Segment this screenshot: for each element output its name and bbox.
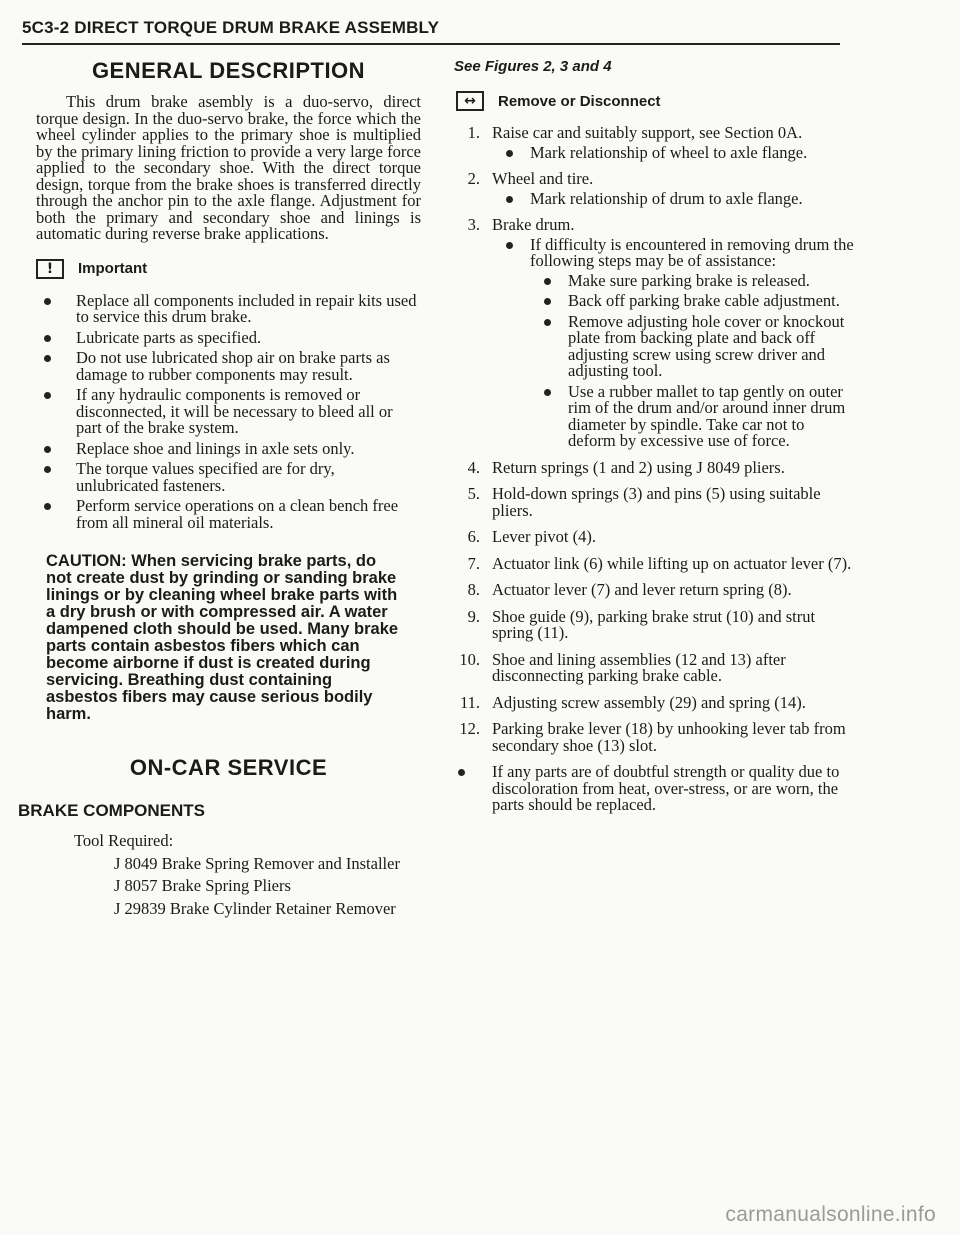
step-item — [454, 529, 854, 546]
step-number: 4. — [467, 457, 480, 477]
step-number: 2. — [467, 169, 480, 188]
step-item — [454, 457, 854, 477]
step-number: 3. — [467, 215, 480, 234]
step-item — [454, 553, 854, 573]
tool-required-label: Tool Required: — [74, 831, 174, 850]
step-item — [454, 582, 854, 599]
step-text: Actuator link (6) while lifting up on actuator lever (7). — [492, 553, 852, 573]
general-description-text: This drum brake asembly is a duo-servo, direct torque design. In the duo-servo brake, the force which the wheel cylinder applies to the primary shoe is multiplied by the primary lining friction to provide a very large force applied to the secondary shoe. With the direct torque design, torque from the brake shoes is transferred directly through the anchor pin to the axle flange. Adjustment for both the primary and secondary shoe and linings is automatic during reverse brake applications. — [36, 92, 421, 243]
step-number: 11. — [459, 692, 480, 712]
removal-steps — [454, 125, 854, 754]
page-header — [22, 18, 840, 38]
step-sub-bullet: Remove adjusting hole cover or knockout plate from backing plate and back off adjusting screw using screw driver and adjusting tool. — [530, 314, 854, 380]
step-text: Wheel and tire. — [492, 169, 594, 188]
step-item — [454, 486, 854, 519]
important-item: Replace all components included in repair kits used to service this drum brake. — [36, 293, 421, 326]
tool-item: J 8049 Brake Spring Remover and Installer — [114, 853, 400, 873]
step-bullet — [492, 234, 854, 450]
step-sub-bullet: Back off parking brake cable adjustment. — [530, 293, 854, 310]
figure-reference: See Figures 2, 3 and 4 — [454, 58, 612, 75]
important-item: Lubricate parts as specified. — [36, 330, 421, 347]
step-bullet: Mark relationship of wheel to axle flange. — [492, 145, 854, 162]
step-item — [454, 171, 854, 207]
step-bullet-text: If difficulty is encountered in removing drum the following steps may be of assistance: — [530, 234, 854, 270]
important-item: Do not use lubricated shop air on brake parts as damage to rubber components may result. — [36, 350, 421, 383]
important-icon: ! — [36, 259, 64, 279]
step-bullet: Mark relationship of drum to axle flange. — [492, 191, 854, 208]
important-item: Replace shoe and linings in axle sets only. — [36, 441, 421, 458]
step-number: 12. — [459, 719, 480, 738]
step-number: 1. — [467, 123, 480, 142]
brake-components-heading: BRAKE COMPONENTS — [18, 801, 206, 820]
step-number: 7. — [467, 553, 480, 573]
step-item — [454, 649, 854, 685]
step-item — [454, 217, 854, 450]
important-heading — [36, 259, 421, 279]
step-text: Lever pivot (4). — [492, 527, 597, 546]
remove-heading — [456, 91, 854, 111]
step-item — [454, 606, 854, 642]
step-number: 8. — [467, 580, 480, 599]
important-list — [36, 290, 421, 532]
step-sub-bullet: Make sure parking brake is released. — [530, 273, 854, 290]
step-text: Return springs (1 and 2) using J 8049 pliers. — [492, 457, 785, 477]
important-item: Perform service operations on a clean bench free from all mineral oil materials. — [36, 498, 421, 531]
step-text: Hold-down springs (3) and pins (5) using suitable pliers. — [492, 484, 821, 520]
tool-item: J 29839 Brake Cylinder Retainer Remover — [114, 898, 396, 918]
left-column — [18, 58, 421, 918]
parts-replacement-note: If any parts are of doubtful strength or quality due to discoloration from heat, over-stress, or are worn, the parts should be replaced. — [454, 764, 854, 814]
page-header-title: 5C3-2 DIRECT TORQUE DRUM BRAKE ASSEMBLY — [22, 18, 440, 37]
step-text: Adjusting screw assembly (29) and spring (14). — [492, 692, 806, 712]
remove-label: Remove or Disconnect — [498, 92, 661, 110]
caution-notice: CAUTION: When servicing brake parts, do not create dust by grinding or sanding brake linings or by cleaning wheel brake parts with a dry brush or with compressed air. A water dampened cloth should be used. Many brake parts contain asbestos fibers which can become airborne if dust is created during servicing. Breathing dust containing asbestos fibers may cause serious bodily harm. — [46, 552, 399, 723]
right-column — [454, 58, 854, 814]
important-label: Important — [78, 260, 148, 277]
step-number: 9. — [467, 606, 480, 626]
step-text: Shoe guide (9), parking brake strut (10) and strut spring (11). — [492, 606, 816, 642]
watermark: carmanualsonline.info — [725, 1203, 936, 1226]
step-item — [454, 692, 854, 712]
important-item: If any hydraulic components is removed or disconnected, it will be necessary to bleed all or part of the brake system. — [36, 387, 421, 437]
step-number: 6. — [467, 527, 480, 546]
step-sub-bullet: Use a rubber mallet to tap gently on outer rim of the drum and/or around inner drum diameter by spindle. Take car not to deform by excessive use of force. — [530, 384, 854, 450]
on-car-service-title: ON-CAR SERVICE — [129, 755, 328, 780]
important-item: The torque values specified are for dry, unlubricated fasteners. — [36, 461, 421, 494]
header-rule — [22, 43, 840, 45]
step-text: Actuator lever (7) and lever return spring (8). — [492, 580, 792, 599]
step-item — [454, 125, 854, 161]
remove-arrows-icon: ↔ — [456, 91, 484, 111]
step-number: 5. — [467, 484, 480, 503]
step-text: Parking brake lever (18) by unhooking lever tab from secondary shoe (13) slot. — [492, 719, 846, 755]
tool-item: J 8057 Brake Spring Pliers — [114, 876, 291, 895]
step-text: Raise car and suitably support, see Section 0A. — [492, 123, 803, 142]
general-description-title: GENERAL DESCRIPTION — [91, 58, 366, 83]
step-number: 10. — [459, 649, 480, 669]
step-text: Brake drum. — [492, 215, 575, 234]
step-item — [454, 721, 854, 754]
step-text: Shoe and lining assemblies (12 and 13) after disconnecting parking brake cable. — [492, 649, 786, 685]
